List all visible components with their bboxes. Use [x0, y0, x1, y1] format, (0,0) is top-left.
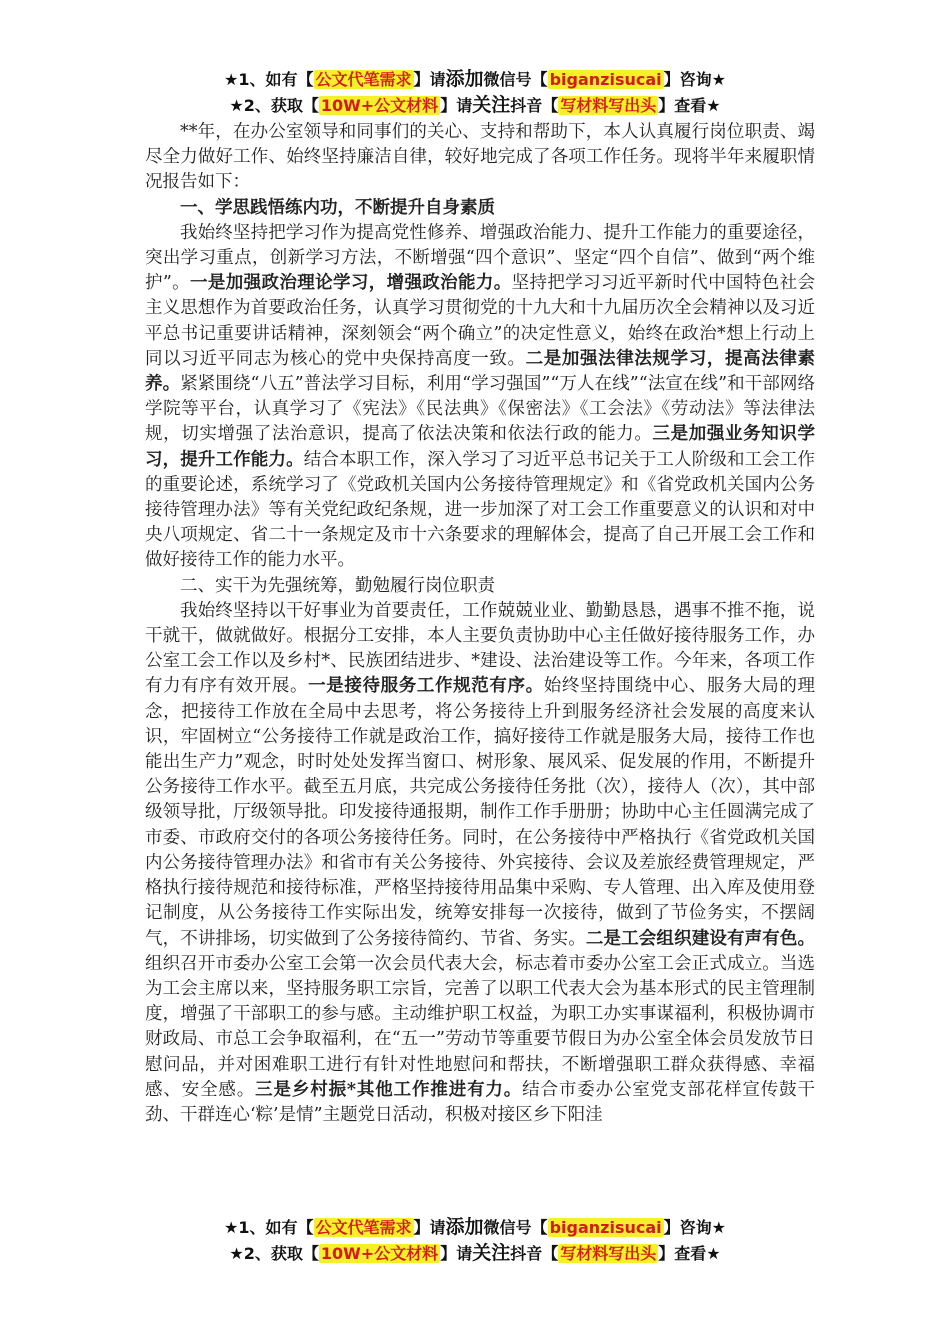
banner-text: 】查看★ [658, 1244, 721, 1263]
top-banner [0, 66, 950, 118]
body-text: 始终坚持围绕中心、服务大局的理念，把接待工作放在全局中去思考，将公务接待上升到服务经济社会发展的高度来认识，牢固树立“公务接待工作就是政治工作，搞好接待工作就是服务大局，接待工作也能出生产力”观念，时时处处发挥当窗口、树形象、展风采、促发展的作用，不断提升公务接待工作水平。截至五月底，共完成公务接待任务批（次），接待人（次），其中部级领导批，厅级领导批。印发接待通报期，制作工作手册册；协助中心主任圆满完成了市委、市政府交付的各项公务接待任务。同时，在公务接待中严格执行《省党政机关国内公务接待管理办法》和省市有关公务接待、外宾接待、会议及差旅经费管理规定，严格执行接待规范和接待标准，严格坚持接待用品集中采购、专人管理、出入库及使用登记制度，从公务接待工作实际出发，统筹安排每一次接待，做到了节俭务实，不摆阔气，不讲排场，切实做到了公务接待简约、节省、务实。 [145, 676, 815, 949]
body-text: 组织召开市委办公室工会第一次会员代表大会，标志着市委办公室工会正式成立。当选为工会主席以来，坚持服务职工宗旨，完善了以职工代表大会为基本形式的民主管理制度，增强了干部职工的参与感。主动维护职工权益，为职工办实事谋福利，积极协调市财政局、市总工会争取福利，在“五一”劳动节等重要节假日为办公室全体会员发放节日慰问品，并对困难职工进行有针对性地慰问和帮扶，不断增强职工群众获得感、幸福感、安全感。 [145, 953, 815, 1100]
banner-text: ★1、如有【 [224, 1218, 314, 1237]
section-2-paragraph [145, 599, 815, 1128]
douyin-account-link[interactable]: 写材料写出头 [560, 96, 657, 115]
banner-text: 】请 [440, 1244, 473, 1263]
bold-point: 一是接待服务工作规范有序。 [308, 676, 544, 697]
banner-text: 】查看★ [658, 96, 721, 115]
banner-line-2 [0, 92, 950, 118]
douyin-account-link[interactable]: 写材料写出头 [560, 1244, 657, 1263]
banner-text: 抖音【 [510, 1244, 559, 1263]
bold-point: 三是加强业务知识学习，提升工作能力。 [145, 424, 815, 470]
highlight-service: 公文代笔需求 [315, 1218, 412, 1237]
body-text: 结合本职工作，深入学习了习近平总书记关于工人阶级和工会工作的重要论述，系统学习了《党政机关国内公务接待管理规定》和《省党政机关国内公务接待管理办法》等有关党纪政纪条规，进一步加深了对工会工作重要意义的认识和对中央八项规定、省二十一条规定及市十六条要求的理解体会，提高了自己开展工会工作和做好接待工作的能力水平。 [145, 449, 816, 571]
banner-emphasis: 添加 [445, 1216, 484, 1238]
banner-emphasis: 添加 [445, 68, 484, 90]
bottom-banner [0, 1214, 950, 1266]
banner-line-1 [0, 1214, 950, 1240]
banner-text: ★2、获取【 [229, 96, 319, 115]
banner-text: ★1、如有【 [224, 70, 314, 89]
section-1-paragraph [145, 221, 815, 574]
bold-point: 一是加强政治理论学习，增强政治能力。 [190, 273, 512, 294]
banner-text: 微信号【 [483, 1218, 548, 1237]
banner-emphasis: 关注 [472, 94, 511, 116]
body-text: 结合市委办公室党支部花样宣传鼓干劲、干群连心‘粽’是情”主题党日活动，积极对接区乡下阳洼 [145, 1079, 816, 1125]
bold-point: 二是工会组织建设有声有色。 [585, 928, 816, 949]
bold-point: 三是乡村振*其他工作推进有力。 [255, 1079, 523, 1100]
banner-text: 抖音【 [510, 96, 559, 115]
bold-point: 二是加强法律法规学习，提高法律素养。 [145, 348, 815, 395]
banner-text: 】请 [413, 1218, 446, 1237]
wechat-id-link[interactable]: biganzisucai [549, 1218, 662, 1237]
highlight-service: 公文代笔需求 [315, 70, 412, 89]
body-text: 坚持把学习习近平新时代中国特色社会主义思想作为首要政治任务，认真学习贯彻党的十九大和十九届历次全会精神以及习近平总书记重要讲话精神，深刻领会“两个确立”的决定性意义，始终在政治*想上行动上同以习近平同志为核心的党中央保持高度一致。 [145, 273, 815, 369]
banner-text: 】咨询★ [663, 70, 726, 89]
section-2-heading-text: 二、实干为先强统筹，勤勉履行岗位职责 [180, 575, 495, 596]
body-text: 我始终坚持以干好事业为首要责任，工作兢兢业业、勤勤恳恳，遇事不推不拖，说干就干，做就做好。根据分工安排，本人主要负责协助中心主任做好接待服务工作，办公室工会工作以及乡村*、民族团结进步、*建设、法治建设等工作。今年来，各项工作有力有序有效开展。 [145, 600, 815, 697]
section-2-heading [145, 574, 815, 599]
banner-text: 】咨询★ [663, 1218, 726, 1237]
banner-line-1 [0, 66, 950, 92]
banner-text: 】请 [413, 70, 446, 89]
highlight-materials: 10W+公文材料 [320, 1244, 439, 1263]
banner-text: 】请 [440, 96, 473, 115]
section-1-heading: 一、学思践悟练内功，不断提升自身素质 [180, 197, 495, 218]
banner-text: ★2、获取【 [229, 1244, 319, 1263]
intro-paragraph: **年，在办公室领导和同事们的关心、支持和帮助下，本人认真履行岗位职责、竭尽全力做好工作、始终坚持廉洁自律，较好地完成了各项工作任务。现将半年来履职情况报告如下： [145, 122, 815, 193]
highlight-materials: 10W+公文材料 [320, 96, 439, 115]
banner-line-2 [0, 1240, 950, 1266]
body-text: 我始终坚持把学习作为提高党性修养、增强政治能力、提升工作能力的重要途径，突出学习重点，创新学习方法，不断增强“四个意识”、坚定“四个自信”、做到“两个维护”。 [145, 222, 815, 294]
body-text: 紧紧围绕“八五”普法学习目标，利用“学习强国”“万人在线”“法宣在线”和干部网络学院等平台，认真学习了《宪法》《民法典》《保密法》《工会法》《劳动法》等法律法规，切实增强了法治意识，提高了依法决策和依法行政的能力。 [145, 374, 816, 445]
banner-emphasis: 关注 [472, 1242, 511, 1264]
wechat-id-link[interactable]: biganzisucai [549, 70, 662, 89]
banner-text: 微信号【 [483, 70, 548, 89]
document-body [145, 120, 815, 1128]
